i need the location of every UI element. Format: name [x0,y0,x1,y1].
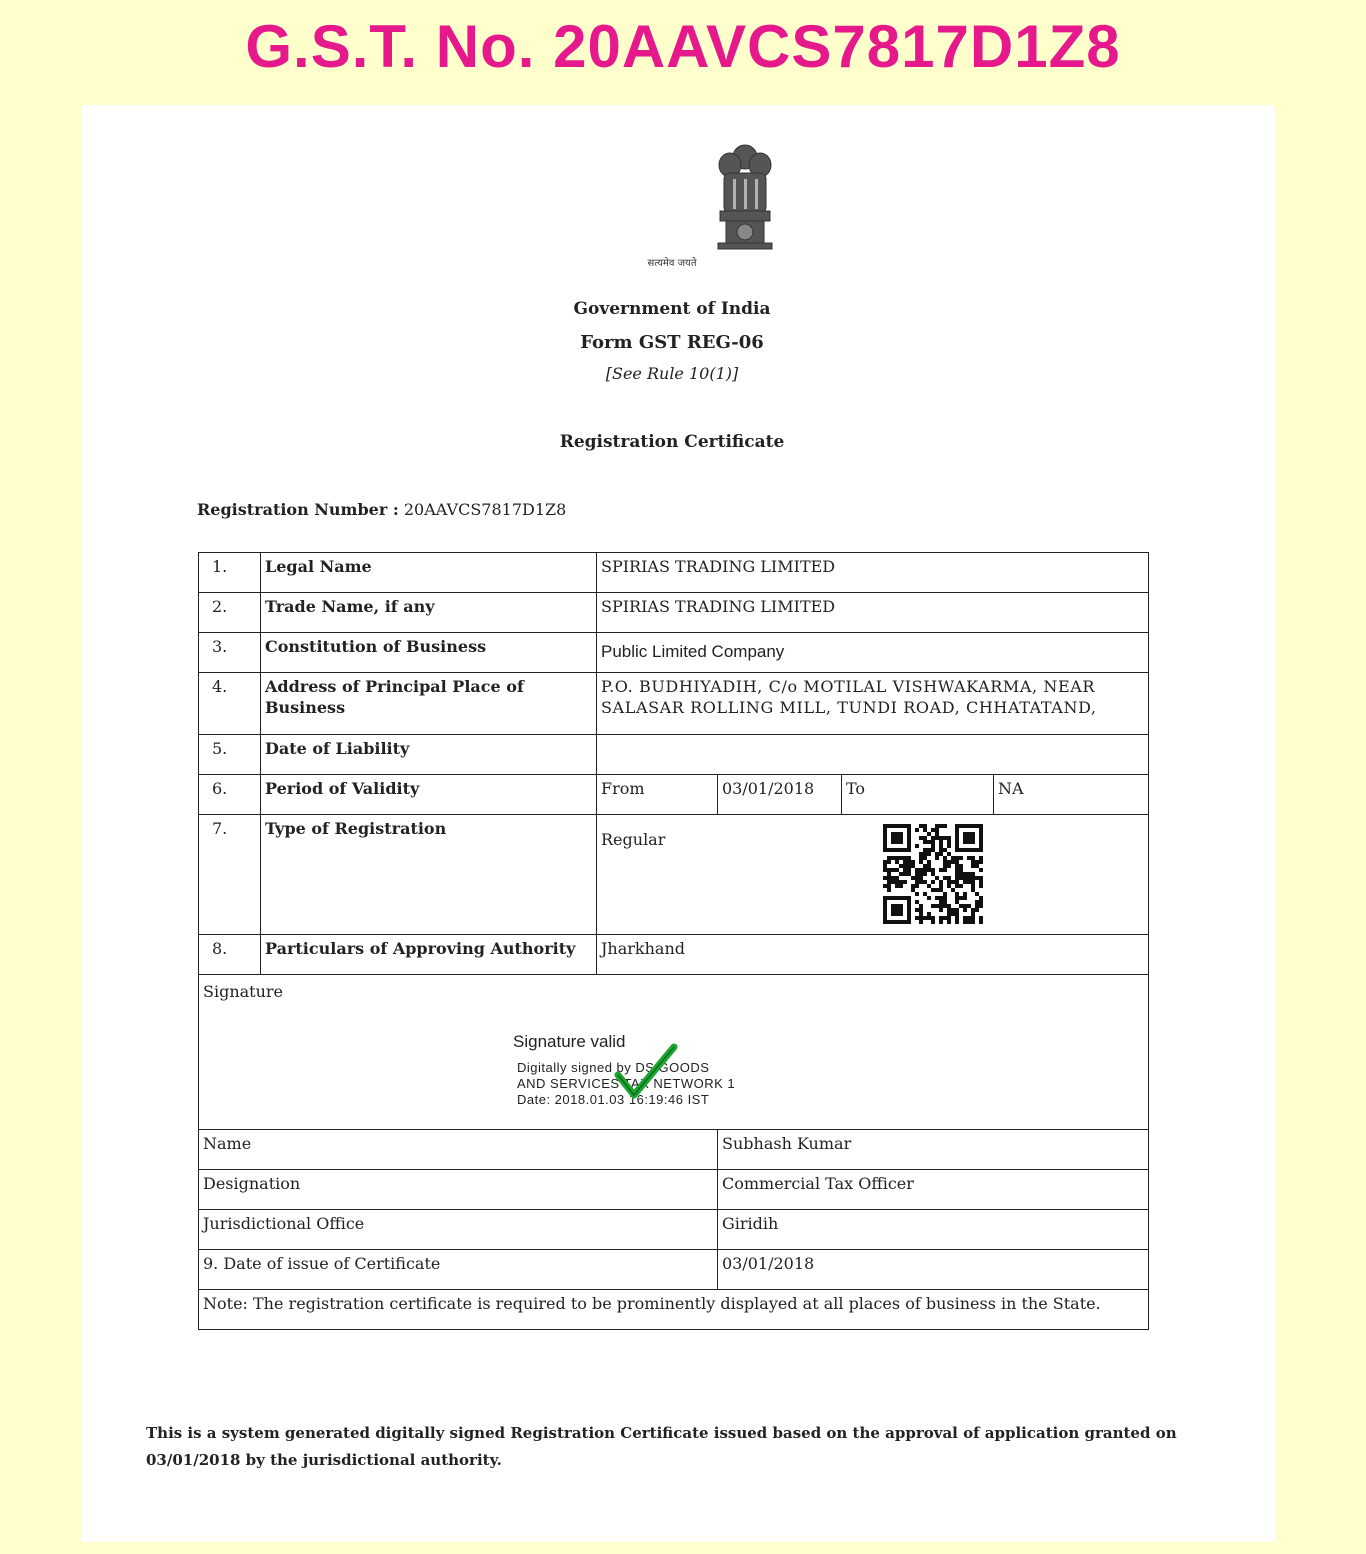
rule-reference: [See Rule 10(1)] [605,364,739,383]
officer-name-value: Subhash Kumar [718,1130,1149,1170]
footer-statement: This is a system generated digitally signed Registration Certificate issued based on the approval of application granted on 03/01/2018 by the jurisdictional authority. [146,1424,1177,1469]
qr-code-icon [883,824,983,924]
table-row [199,1290,1149,1330]
issue-date-value: 03/01/2018 [718,1250,1149,1290]
registration-number [197,500,566,519]
validity-from-label: From [597,775,718,815]
certificate-table [198,552,1149,1330]
designation-label: Designation [199,1170,718,1210]
signature-label: Signature [203,982,284,1001]
table-row [199,633,1149,673]
row-number: 4. [199,673,261,735]
registration-type-cell [597,815,1149,935]
address-label: Address of Principal Place of Business [261,673,597,735]
registration-number-value: 20AAVCS7817D1Z8 [403,500,567,519]
trade-name-value: SPIRIAS TRADING LIMITED [597,593,1149,633]
validity-to-label: To [842,775,994,815]
signature-line: Date: 2018.01.03 16:19:46 IST [517,1092,710,1107]
legal-name-label: Legal Name [261,553,597,593]
note-text: Note: The registration certificate is required to be prominently displayed at all places of business in the State. [199,1290,1149,1330]
table-row [199,1210,1149,1250]
checkmark-icon [612,1041,682,1105]
legal-name-value: SPIRIAS TRADING LIMITED [597,553,1149,593]
certificate-page [82,105,1275,1542]
validity-label: Period of Validity [261,775,597,815]
row-number: 7. [199,815,261,935]
signature-cell [199,975,1149,1130]
row-number: 6. [199,775,261,815]
approving-authority-value: Jharkhand [597,935,1149,975]
table-row [199,593,1149,633]
jurisdictional-office-label: Jurisdictional Office [199,1210,718,1250]
form-title: Form GST REG-06 [580,332,764,353]
constitution-label: Constitution of Business [261,633,597,673]
table-row [199,1170,1149,1210]
ashoka-emblem-icon [700,135,790,275]
date-of-liability-label: Date of Liability [261,735,597,775]
table-row [199,815,1149,935]
registration-type-value: Regular [601,830,666,849]
certificate-title: Registration Certificate [559,432,785,452]
issue-date-label: 9. Date of issue of Certificate [199,1250,718,1290]
table-row [199,775,1149,815]
designation-value: Commercial Tax Officer [718,1170,1149,1210]
trade-name-label: Trade Name, if any [261,593,597,633]
officer-name-label: Name [199,1130,718,1170]
table-row [199,975,1149,1130]
validity-to-value: NA [994,775,1149,815]
table-row [199,553,1149,593]
row-number: 1. [199,553,261,593]
gst-number-banner: G.S.T. No. 20AAVCS7817D1Z8 [245,13,1121,80]
jurisdictional-office-value: Giridih [718,1210,1149,1250]
government-title: Government of India [573,299,771,319]
row-number: 5. [199,735,261,775]
table-row [199,735,1149,775]
signature-line: AND SERVICES TAX NETWORK 1 [517,1076,736,1091]
approving-authority-label: Particulars of Approving Authority [261,935,597,975]
table-row [199,935,1149,975]
validity-from-value: 03/01/2018 [718,775,842,815]
emblem-motto: सत्यमेव जयते [647,258,697,269]
registration-number-label: Registration Number : [197,500,399,519]
constitution-value: Public Limited Company [597,633,1149,673]
table-row [199,673,1149,735]
table-row [199,1250,1149,1290]
date-of-liability-value [597,735,1149,775]
signature-valid-text: Signature valid [513,1032,626,1051]
signature-line: Digitally signed by DS GOODS [517,1060,710,1075]
address-value: P.O. BUDHIYADIH, C/o MOTILAL VISHWAKARMA, NEAR SALASAR ROLLING MILL, TUNDI ROAD, CHHATATAND, [597,673,1149,735]
table-row [199,1130,1149,1170]
registration-type-label: Type of Registration [261,815,597,935]
row-number: 2. [199,593,261,633]
row-number: 8. [199,935,261,975]
row-number: 3. [199,633,261,673]
